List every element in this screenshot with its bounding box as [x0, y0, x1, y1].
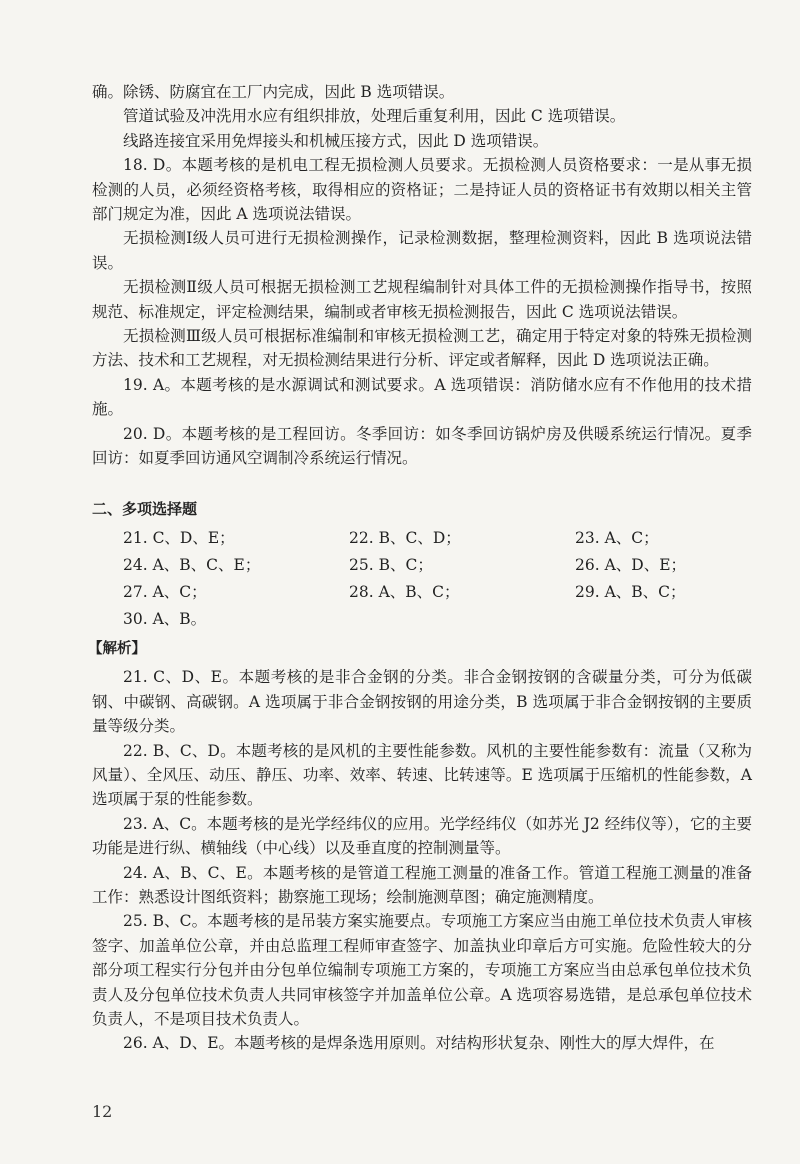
answer-19-paragraph: 19. A。本题考核的是水源调试和测试要求。A 选项错误：消防储水应有不作他用的技术措施。 [92, 375, 752, 419]
answer-row [123, 525, 752, 552]
answer-18-paragraph: 18. D。本题考核的是机电工程无损检测人员要求。无损检测人员资格要求：一是从事无损检测的人员，必须经资格考核，取得相应的资格证；二是持证人员的资格证书有效期以相关主管部门规定为准，因此 A 选项说法错误。 [92, 156, 752, 224]
paragraph: 无损检测Ⅲ级人员可根据标准编制和审核无损检测工艺，确定用于特定对象的特殊无损检测方法、技术和工艺规程，对无损检测结果进行分析、评定或者解释，因此 D 选项说法正确。 [92, 327, 752, 370]
answer-row [123, 579, 752, 606]
answer-grid [123, 525, 752, 633]
paragraph: 管道试验及冲洗用水应有组织排放，处理后重复利用，因此 C 选项错误。 [123, 107, 626, 126]
answer-row [123, 606, 752, 633]
paragraph: 无损检测Ⅰ级人员可进行无损检测操作，记录检测数据，整理检测资料，因此 B 选项说法错误。 [92, 229, 752, 272]
answer-item: 22. B、C、D； [349, 529, 461, 548]
analysis-heading: 【解析】 [88, 640, 146, 657]
section-title: 二、多项选择题 [92, 499, 198, 518]
answer-row [123, 552, 752, 579]
paragraph: 确。除锈、防腐宜在工厂内完成，因此 B 选项错误。 [92, 83, 455, 101]
answer-item: 27. A、C； [123, 583, 207, 602]
answer-item: 29. A、B、C； [575, 583, 686, 602]
analysis-paragraph: 22. B、C、D。本题考核的是风机的主要性能参数。风机的主要性能参数有：流量（又称为风量）、全风压、动压、静压、功率、效率、转速、比转速等。E 选项属于压缩机的性能参数，A 选项属于泵的性能参数。 [92, 741, 752, 809]
answer-20-paragraph: 20. D。本题考核的是工程回访。冬季回访：如冬季回访锅炉房及供暖系统运行情况。夏季回访：如夏季回访通风空调制冷系统运行情况。 [92, 424, 752, 468]
paragraph: 无损检测Ⅱ级人员可根据无损检测工艺规程编制针对具体工件的无损检测操作指导书，按照规范、标准规定，评定检测结果，编制或者审核无损检测报告，因此 C 选项说法错误。 [92, 278, 752, 321]
answer-item: 26. A、D、E； [575, 556, 687, 575]
analysis-paragraph: 24. A、B、C、E。本题考核的是管道工程施工测量的准备工作。管道工程施工测量的准备工作：熟悉设计图纸资料；勘察施工现场；绘制施测草图；确定施测精度。 [92, 863, 752, 906]
answer-item: 25. B、C； [349, 556, 433, 575]
analysis-paragraph: 26. A、D、E。本题考核的是焊条选用原则。对结构形状复杂、刚性大的厚大焊件，在 [123, 1034, 715, 1053]
answer-item: 28. A、B、C； [349, 583, 460, 602]
analysis-paragraph: 25. B、C。本题考核的是吊装方案实施要点。专项施工方案应当由施工单位技术负责人审核签字、加盖单位公章，并由总监理工程师审查签字、加盖执业印章后方可实施。危险性较大的分部分项工程实行分包并由分包单位编制专项施工方案的，专项施工方案应当由总承包单位技术负责人及分包单位技术负责人共同审核签字并加盖单位公章。A 选项容易选错，是总承包单位技术负责人，不是项目技术负责人。 [92, 912, 752, 1028]
analysis-paragraph: 21. C、D、E。本题考核的是非合金钢的分类。非合金钢按钢的含碳量分类，可分为低碳钢、中碳钢、高碳钢。A 选项属于非合金钢按钢的用途分类，B 选项属于非合金钢按钢的主要质量等级分类。 [92, 668, 752, 736]
page-content [88, 80, 752, 1056]
answer-item: 23. A、C； [575, 529, 659, 548]
paragraph: 线路连接宜采用免焊接头和机械压接方式，因此 D 选项错误。 [123, 131, 549, 150]
analysis-paragraph: 23. A、C。本题考核的是光学经纬仪的应用。光学经纬仪（如苏光 J2 经纬仪等），它的主要功能是进行纵、横轴线（中心线）以及垂直度的控制测量等。 [92, 814, 752, 858]
page-number: 12 [92, 1102, 113, 1121]
answer-item: 24. A、B、C、E； [123, 556, 261, 575]
answer-item: 21. C、D、E； [123, 529, 235, 548]
answer-item: 30. A、B。 [123, 610, 207, 629]
